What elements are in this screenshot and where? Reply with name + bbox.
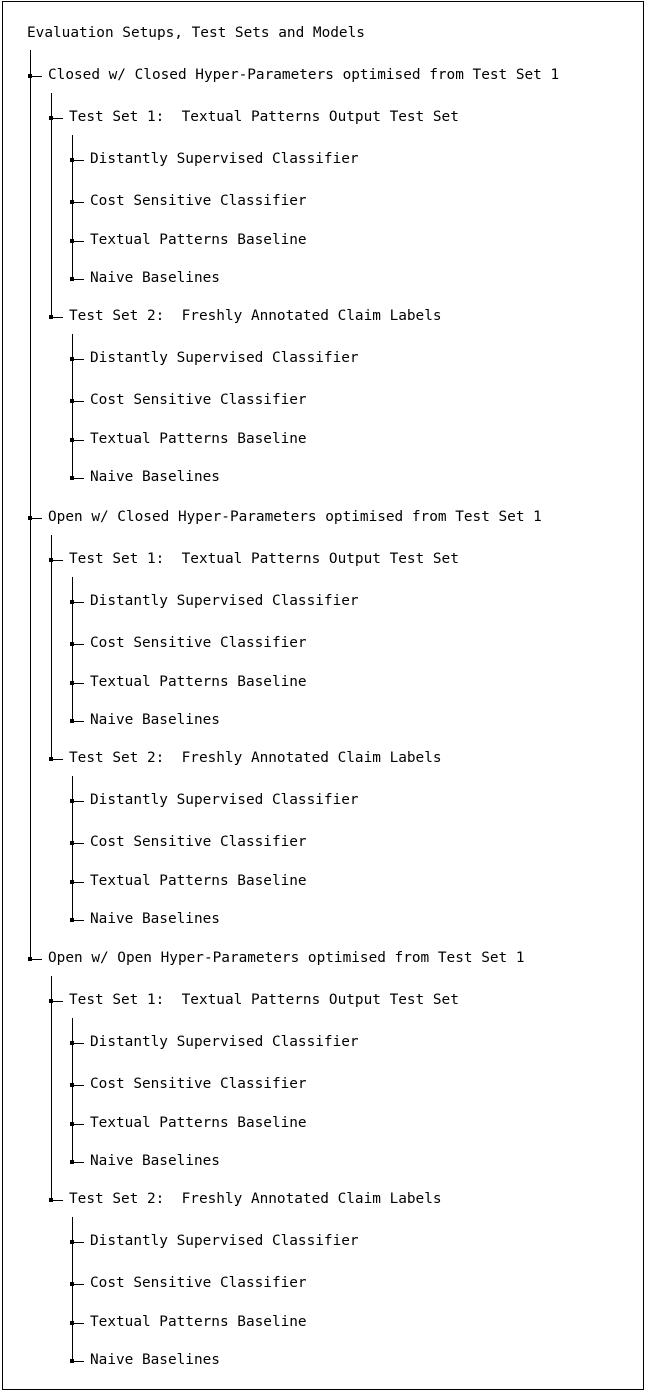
root-trunk-line <box>30 50 31 959</box>
model-node <box>70 277 74 281</box>
model-node <box>70 1359 74 1363</box>
test-set-2-trunk-line <box>72 334 73 478</box>
model-label: Naive Baselines <box>90 911 220 927</box>
model-label: Cost Sensitive Classifier <box>90 1275 307 1291</box>
setup-label: Closed w/ Closed Hyper-Parameters optimised from Test Set 1 <box>48 67 560 83</box>
model-node <box>70 1160 74 1164</box>
model-label: Naive Baselines <box>90 712 220 728</box>
test-set-label: Test Set 2: Freshly Annotated Claim Labels <box>69 750 442 766</box>
model-node <box>70 357 74 361</box>
setup-label: Open w/ Open Hyper-Parameters optimised from Test Set 1 <box>48 950 525 966</box>
model-node <box>70 399 74 403</box>
model-label: Textual Patterns Baseline <box>90 232 307 248</box>
test-set-2-trunk-line <box>72 776 73 920</box>
model-node <box>70 600 74 604</box>
model-label: Distantly Supervised Classifier <box>90 1233 359 1249</box>
test-set-2-trunk-line <box>72 1217 73 1361</box>
test-set-1-trunk-line <box>72 577 73 721</box>
test-set-1-node <box>49 116 53 120</box>
test-set-label: Test Set 2: Freshly Annotated Claim Labels <box>69 1191 442 1207</box>
model-node <box>70 1282 74 1286</box>
model-node <box>70 1041 74 1045</box>
model-label: Distantly Supervised Classifier <box>90 1034 359 1050</box>
model-label: Textual Patterns Baseline <box>90 1314 307 1330</box>
setup-3-trunk-line <box>51 976 52 1200</box>
model-node <box>70 200 74 204</box>
model-node <box>70 681 74 685</box>
model-label: Naive Baselines <box>90 270 220 286</box>
model-node <box>70 1240 74 1244</box>
model-label: Naive Baselines <box>90 469 220 485</box>
root-label: Evaluation Setups, Test Sets and Models <box>27 25 365 41</box>
model-node <box>70 642 74 646</box>
setup-3-node <box>28 957 32 961</box>
test-set-2-node <box>49 315 53 319</box>
model-node <box>70 1083 74 1087</box>
model-node <box>70 799 74 803</box>
model-label: Cost Sensitive Classifier <box>90 635 307 651</box>
model-label: Textual Patterns Baseline <box>90 674 307 690</box>
test-set-1-trunk-line <box>72 135 73 279</box>
model-node <box>70 1122 74 1126</box>
test-set-1-node <box>49 999 53 1003</box>
model-label: Cost Sensitive Classifier <box>90 193 307 209</box>
setup-2-node <box>28 516 32 520</box>
test-set-label: Test Set 1: Textual Patterns Output Test Set <box>69 109 459 125</box>
model-label: Textual Patterns Baseline <box>90 1115 307 1131</box>
model-node <box>70 880 74 884</box>
model-label: Cost Sensitive Classifier <box>90 1076 307 1092</box>
model-node <box>70 1321 74 1325</box>
test-set-label: Test Set 1: Textual Patterns Output Test Set <box>69 992 459 1008</box>
model-label: Distantly Supervised Classifier <box>90 792 359 808</box>
model-node <box>70 158 74 162</box>
test-set-2-node <box>49 757 53 761</box>
test-set-1-node <box>49 558 53 562</box>
model-node <box>70 918 74 922</box>
setup-1-node <box>28 74 32 78</box>
test-set-label: Test Set 2: Freshly Annotated Claim Labels <box>69 308 442 324</box>
test-set-label: Test Set 1: Textual Patterns Output Test Set <box>69 551 459 567</box>
setup-label: Open w/ Closed Hyper-Parameters optimised from Test Set 1 <box>48 509 542 525</box>
model-node <box>70 476 74 480</box>
test-set-1-trunk-line <box>72 1018 73 1162</box>
model-label: Cost Sensitive Classifier <box>90 392 307 408</box>
setup-1-trunk-line <box>51 93 52 317</box>
model-label: Naive Baselines <box>90 1352 220 1368</box>
model-label: Distantly Supervised Classifier <box>90 151 359 167</box>
model-label: Distantly Supervised Classifier <box>90 593 359 609</box>
model-label: Cost Sensitive Classifier <box>90 834 307 850</box>
model-label: Textual Patterns Baseline <box>90 873 307 889</box>
model-label: Distantly Supervised Classifier <box>90 350 359 366</box>
model-node <box>70 438 74 442</box>
model-node <box>70 239 74 243</box>
model-node <box>70 719 74 723</box>
model-label: Textual Patterns Baseline <box>90 431 307 447</box>
model-node <box>70 841 74 845</box>
model-label: Naive Baselines <box>90 1153 220 1169</box>
setup-2-trunk-line <box>51 535 52 759</box>
test-set-2-node <box>49 1198 53 1202</box>
